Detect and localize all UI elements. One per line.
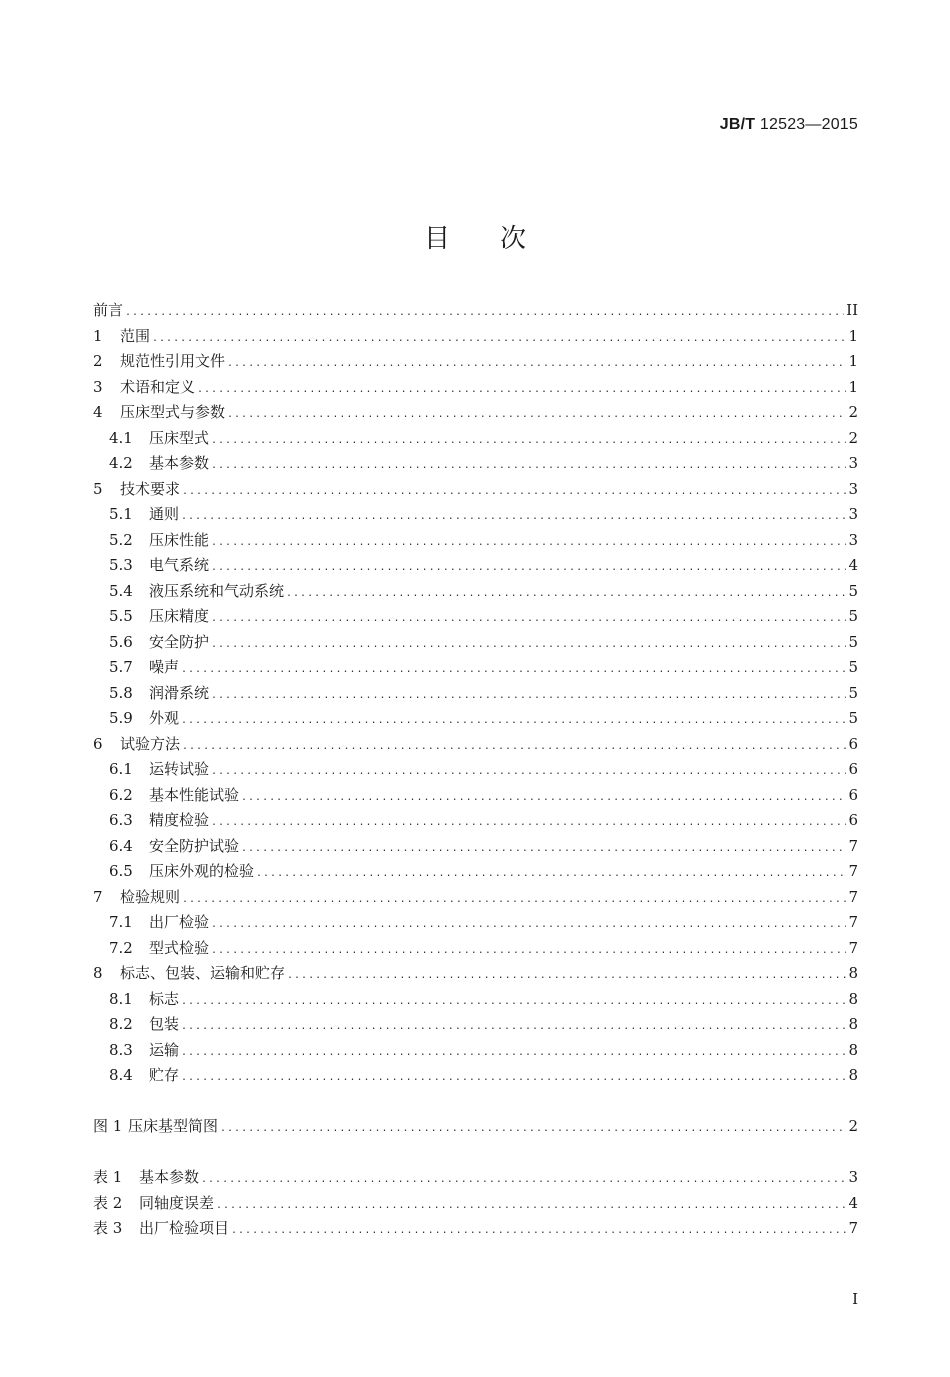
toc-entry-page: 8	[848, 1015, 858, 1033]
toc-entry-page: 5	[848, 709, 858, 727]
toc-entry[interactable]	[93, 834, 858, 860]
toc-entry-page: 6	[848, 785, 858, 804]
dot-leader	[181, 1014, 846, 1040]
dot-leader	[181, 1065, 846, 1091]
toc-entry-number: 5.8	[109, 683, 133, 702]
toc-entry[interactable]	[93, 783, 858, 809]
toc-entry-label: 标志	[149, 989, 180, 1008]
toc-entry-label: 电气系统	[149, 556, 210, 574]
toc-entry-page: 2	[848, 428, 858, 447]
toc-entry[interactable]	[93, 477, 858, 503]
dot-leader	[286, 581, 846, 607]
toc-entry[interactable]	[93, 706, 858, 732]
toc-entry-number: 3	[93, 377, 103, 396]
toc-entry-number: 6.3	[109, 811, 133, 829]
toc-entry-number: 图 1	[93, 1117, 123, 1135]
toc-entry-label: 压床型式	[149, 428, 210, 447]
standard-code	[720, 116, 858, 134]
toc-entry[interactable]	[93, 324, 858, 350]
toc-entry-number: 7.2	[109, 938, 133, 957]
toc-entry[interactable]	[93, 502, 858, 528]
dot-leader	[211, 428, 846, 454]
toc-entry-label: 运转试验	[149, 760, 210, 778]
dot-leader	[152, 326, 846, 352]
toc-entry-label: 技术要求	[120, 479, 181, 498]
dot-leader	[211, 683, 846, 709]
toc-entry-page: 5	[848, 658, 858, 676]
toc-entry[interactable]	[93, 859, 858, 885]
standard-code-number: 12523—2015	[755, 116, 858, 133]
toc-entry-number: 表 2	[93, 1193, 123, 1212]
toc-entry-page: 8	[848, 989, 858, 1008]
toc-entry[interactable]	[93, 426, 858, 452]
toc-entry-label: 出厂检验	[149, 913, 210, 931]
toc-entry-number: 5.4	[109, 581, 133, 600]
toc-entry-label: 压床型式与参数	[120, 403, 226, 421]
dot-leader	[181, 657, 846, 683]
toc-entry-page: 5	[848, 581, 858, 600]
toc-entry-label: 范围	[120, 326, 151, 345]
toc-entry-label: 液压系统和气动系统	[149, 581, 285, 600]
toc-entry-number: 6.4	[109, 836, 133, 855]
dot-leader	[181, 1040, 846, 1066]
spacer	[93, 1089, 858, 1115]
toc-entry[interactable]	[93, 1165, 858, 1191]
toc-entry-page: 5	[848, 632, 858, 651]
toc-entry-label: 术语和定义	[120, 377, 196, 396]
toc-entry-label: 试验方法	[120, 734, 181, 753]
toc-entry[interactable]	[93, 451, 858, 477]
toc-entry-page: 8	[848, 964, 858, 982]
toc-entry[interactable]	[93, 528, 858, 554]
toc-entry-number: 2	[93, 352, 103, 370]
toc-entry-page: 7	[848, 913, 858, 931]
page-title: 目次	[423, 224, 576, 254]
toc-entry-page: II	[846, 301, 858, 319]
toc-entry-label: 安全防护试验	[149, 836, 240, 855]
toc-entry[interactable]	[93, 1191, 858, 1217]
toc-entry-page: 7	[848, 1219, 858, 1237]
toc-entry-number: 表 3	[93, 1219, 123, 1237]
dot-leader	[211, 912, 846, 938]
toc-entry[interactable]	[93, 1114, 858, 1140]
dot-leader	[211, 938, 846, 964]
dot-leader	[197, 377, 846, 403]
page-folio: I	[852, 1290, 858, 1308]
dot-leader	[125, 300, 844, 326]
dot-leader	[211, 632, 846, 658]
toc-entry-page: 6	[848, 760, 858, 778]
toc-entry-number: 5.6	[109, 632, 133, 651]
toc-entry-number: 1	[93, 326, 103, 345]
toc-entry-label: 型式检验	[149, 938, 210, 957]
toc-entry-label: 运输	[149, 1040, 180, 1059]
toc-entry[interactable]	[93, 400, 858, 426]
dot-leader	[211, 810, 846, 836]
toc-entry-label: 外观	[149, 709, 180, 727]
dot-leader	[287, 963, 846, 989]
toc-entry-page: 3	[848, 1168, 858, 1186]
dot-leader	[182, 887, 846, 913]
toc-entry-number: 7.1	[109, 913, 133, 931]
spacer	[93, 1140, 858, 1166]
dot-leader	[181, 708, 846, 734]
toc-entry-page: 1	[848, 326, 858, 345]
dot-leader	[211, 606, 846, 632]
toc-entry-page: 7	[848, 836, 858, 855]
toc-entry-page: 7	[848, 938, 858, 957]
dot-leader	[182, 479, 846, 505]
toc-entry-number: 5.1	[109, 505, 133, 523]
dot-leader	[181, 989, 846, 1015]
toc-entry-number: 8.2	[109, 1015, 133, 1033]
toc-entry-page: 1	[848, 352, 858, 370]
toc-entry-number: 5	[93, 479, 103, 498]
toc-entry-page: 2	[848, 403, 858, 421]
toc-entry-number: 4.2	[109, 454, 133, 472]
toc-entry-number: 表 1	[93, 1168, 123, 1186]
toc-entry-page: 3	[848, 454, 858, 472]
toc-entry-number: 6.2	[109, 785, 133, 804]
toc-entry-label: 基本性能试验	[149, 785, 240, 804]
toc-entry-number: 7	[93, 887, 103, 906]
toc-entry-label: 规范性引用文件	[120, 352, 226, 370]
dot-leader	[227, 351, 846, 377]
toc-entry-label: 压床精度	[149, 607, 210, 625]
toc-entry-label: 出厂检验项目	[139, 1219, 230, 1237]
dot-leader	[216, 1193, 846, 1219]
toc-entry-number: 8.1	[109, 989, 133, 1008]
toc-entry-label: 包装	[149, 1015, 180, 1033]
toc-entry[interactable]	[93, 375, 858, 401]
standard-code-prefix: JB/T	[719, 116, 756, 133]
toc-entry-label: 噪声	[149, 658, 180, 676]
toc-entry-number: 5.9	[109, 709, 133, 727]
dot-leader	[220, 1116, 846, 1142]
toc-entry[interactable]	[93, 808, 858, 834]
dot-leader	[182, 734, 846, 760]
table-of-contents	[93, 298, 858, 1242]
toc-entry[interactable]	[93, 349, 858, 375]
toc-entry[interactable]	[93, 1216, 858, 1242]
toc-entry[interactable]	[93, 604, 858, 630]
toc-entry-label: 检验规则	[120, 887, 181, 906]
toc-entry-label: 同轴度误差	[139, 1193, 215, 1212]
toc-entry-label: 压床基型简图	[128, 1117, 219, 1135]
toc-entry[interactable]	[93, 579, 858, 605]
toc-entry-page: 4	[848, 1193, 858, 1212]
toc-entry-label: 前言	[93, 301, 124, 319]
toc-entry[interactable]	[93, 1012, 858, 1038]
toc-entry-page: 3	[848, 530, 858, 549]
toc-entry-page: 3	[848, 505, 858, 523]
toc-entry[interactable]	[93, 987, 858, 1013]
toc-entry-label: 安全防护	[149, 632, 210, 651]
toc-entry[interactable]	[93, 885, 858, 911]
toc-entry-page: 5	[848, 607, 858, 625]
dot-leader	[241, 836, 846, 862]
toc-entry-page: 4	[848, 556, 858, 574]
toc-entry-label: 压床外观的检验	[149, 862, 255, 880]
toc-entry-page: 7	[848, 862, 858, 880]
toc-entry-number: 4.1	[109, 428, 133, 447]
toc-entry-label: 标志、包装、运输和贮存	[120, 964, 286, 982]
toc-entry-number: 8.3	[109, 1040, 133, 1059]
toc-entry[interactable]	[93, 681, 858, 707]
toc-entry[interactable]	[93, 1038, 858, 1064]
dot-leader	[256, 861, 846, 887]
toc-entry-number: 8	[93, 964, 103, 982]
toc-entry-number: 8.4	[109, 1066, 133, 1084]
toc-entry-number: 5.3	[109, 556, 133, 574]
toc-entry-number: 5.2	[109, 530, 133, 549]
toc-entry-page: 8	[848, 1040, 858, 1059]
toc-entry-number: 6.1	[109, 760, 133, 778]
toc-entry[interactable]	[93, 961, 858, 987]
toc-entry-page: 7	[848, 887, 858, 906]
toc-entry[interactable]	[93, 1063, 858, 1089]
toc-entry[interactable]	[93, 630, 858, 656]
toc-entry-page: 6	[848, 734, 858, 753]
dot-leader	[211, 453, 846, 479]
toc-entry-number: 6.5	[109, 862, 133, 880]
toc-entry-page: 8	[848, 1066, 858, 1084]
toc-entry[interactable]	[93, 936, 858, 962]
toc-entry[interactable]	[93, 757, 858, 783]
toc-entry-page: 2	[848, 1117, 858, 1135]
toc-entry-number: 5.5	[109, 607, 133, 625]
toc-entry-label: 润滑系统	[149, 683, 210, 702]
toc-entry-label: 精度检验	[149, 811, 210, 829]
toc-entry-number: 6	[93, 734, 103, 753]
toc-entry-number: 4	[93, 403, 103, 421]
toc-entry-page: 5	[848, 683, 858, 702]
toc-entry-label: 基本参数	[139, 1168, 200, 1186]
toc-entry-page: 1	[848, 377, 858, 396]
toc-entry-page: 6	[848, 811, 858, 829]
toc-entry[interactable]	[93, 732, 858, 758]
toc-entry-label: 基本参数	[149, 454, 210, 472]
dot-leader	[231, 1218, 846, 1244]
toc-entry[interactable]	[93, 298, 858, 324]
dot-leader	[181, 504, 846, 530]
toc-entry-page: 3	[848, 479, 858, 498]
dot-leader	[201, 1167, 846, 1193]
toc-entry[interactable]	[93, 910, 858, 936]
toc-entry-label: 压床性能	[149, 530, 210, 549]
dot-leader	[211, 759, 846, 785]
toc-entry-number: 5.7	[109, 658, 133, 676]
dot-leader	[211, 530, 846, 556]
dot-leader	[241, 785, 846, 811]
toc-entry[interactable]	[93, 655, 858, 681]
dot-leader	[211, 555, 846, 581]
toc-entry-label: 贮存	[149, 1066, 180, 1084]
toc-entry[interactable]	[93, 553, 858, 579]
dot-leader	[227, 402, 846, 428]
toc-entry-label: 通则	[149, 505, 180, 523]
